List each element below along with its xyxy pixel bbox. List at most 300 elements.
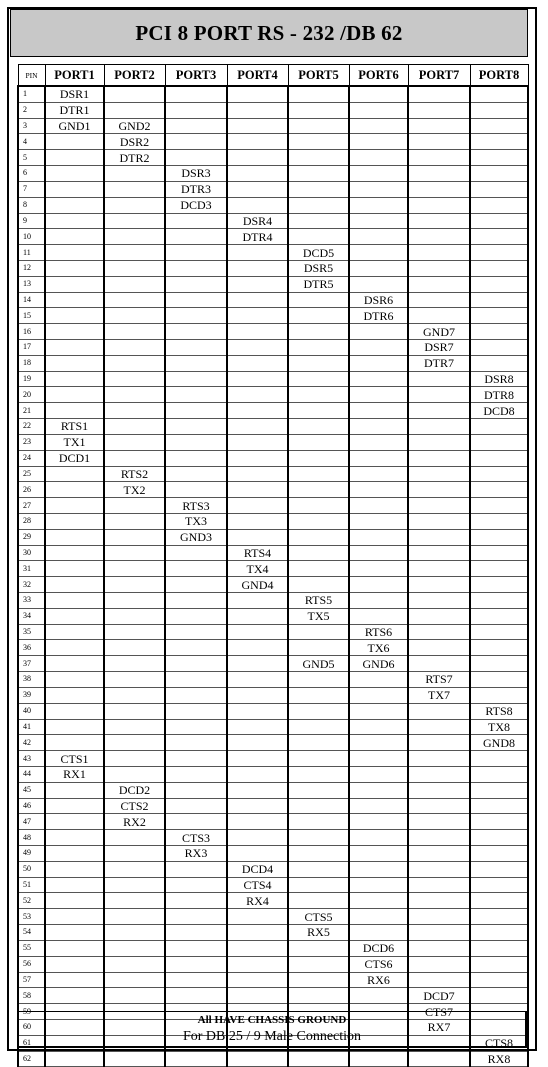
pin-number: 34	[18, 608, 45, 624]
table-row	[18, 166, 528, 182]
table-row	[18, 513, 528, 529]
signal-cell-port7	[408, 403, 470, 419]
pin-number: 33	[18, 593, 45, 609]
signal-cell-port2	[104, 640, 165, 656]
signal-cell-port2	[104, 371, 165, 387]
table-row	[18, 782, 528, 798]
signal-cell-port7	[408, 561, 470, 577]
signal-cell-port2	[104, 166, 165, 182]
signal-cell-port8	[470, 308, 528, 324]
signal-cell-port8	[470, 814, 528, 830]
signal-cell-port3	[165, 102, 227, 118]
signal-cell-port3	[165, 687, 227, 703]
signal-cell-port1	[45, 498, 104, 514]
signal-cell-port2	[104, 86, 165, 102]
title-banner	[10, 9, 528, 57]
signal-cell-port5	[288, 545, 349, 561]
signal-cell-port5	[288, 830, 349, 846]
signal-cell-port5	[288, 498, 349, 514]
signal-cell-port6: GND6	[349, 656, 408, 672]
signal-cell-port7	[408, 498, 470, 514]
table-row	[18, 561, 528, 577]
signal-cell-port2	[104, 877, 165, 893]
pin-number: 16	[18, 324, 45, 340]
signal-cell-port2	[104, 593, 165, 609]
signal-cell-port8	[470, 245, 528, 261]
signal-cell-port5	[288, 735, 349, 751]
table-row	[18, 434, 528, 450]
signal-cell-port7: RTS7	[408, 672, 470, 688]
signal-cell-port3	[165, 624, 227, 640]
signal-cell-port8	[470, 466, 528, 482]
table-row	[18, 988, 528, 1004]
signal-cell-port8: DCD8	[470, 403, 528, 419]
signal-cell-port2: CTS2	[104, 798, 165, 814]
signal-cell-port3: GND3	[165, 529, 227, 545]
signal-cell-port1: DSR1	[45, 86, 104, 102]
signal-cell-port3	[165, 703, 227, 719]
signal-cell-port6	[349, 703, 408, 719]
pin-number: 30	[18, 545, 45, 561]
signal-cell-port2	[104, 529, 165, 545]
pin-number: 19	[18, 371, 45, 387]
signal-cell-port6	[349, 988, 408, 1004]
signal-cell-port7	[408, 956, 470, 972]
pin-number: 15	[18, 308, 45, 324]
table-row	[18, 577, 528, 593]
signal-cell-port5	[288, 308, 349, 324]
signal-cell-port2	[104, 102, 165, 118]
signal-cell-port4	[227, 150, 288, 166]
signal-cell-port1	[45, 561, 104, 577]
signal-cell-port7	[408, 466, 470, 482]
signal-cell-port6	[349, 1051, 408, 1067]
column-header-port8: PORT8	[470, 65, 528, 87]
signal-cell-port4	[227, 292, 288, 308]
signal-cell-port8	[470, 577, 528, 593]
signal-cell-port6	[349, 608, 408, 624]
signal-cell-port7	[408, 371, 470, 387]
signal-cell-port2	[104, 846, 165, 862]
signal-cell-port1	[45, 308, 104, 324]
signal-cell-port6	[349, 324, 408, 340]
table-row	[18, 134, 528, 150]
signal-cell-port4	[227, 751, 288, 767]
signal-cell-port8	[470, 909, 528, 925]
signal-cell-port3	[165, 925, 227, 941]
table-row	[18, 877, 528, 893]
signal-cell-port6	[349, 102, 408, 118]
signal-cell-port1	[45, 846, 104, 862]
signal-cell-port3	[165, 593, 227, 609]
signal-cell-port6	[349, 166, 408, 182]
table-row	[18, 102, 528, 118]
signal-cell-port4: CTS4	[227, 877, 288, 893]
signal-cell-port7	[408, 86, 470, 102]
signal-cell-port3	[165, 434, 227, 450]
pin-number: 32	[18, 577, 45, 593]
signal-cell-port6	[349, 197, 408, 213]
signal-cell-port8	[470, 751, 528, 767]
table-row	[18, 703, 528, 719]
signal-cell-port4	[227, 608, 288, 624]
signal-cell-port1	[45, 545, 104, 561]
signal-cell-port2	[104, 687, 165, 703]
signal-cell-port1	[45, 181, 104, 197]
signal-cell-port8: GND8	[470, 735, 528, 751]
signal-cell-port5	[288, 719, 349, 735]
signal-cell-port7	[408, 513, 470, 529]
signal-cell-port2	[104, 925, 165, 941]
signal-cell-port6	[349, 545, 408, 561]
signal-cell-port3	[165, 814, 227, 830]
signal-cell-port4	[227, 798, 288, 814]
signal-cell-port2	[104, 893, 165, 909]
signal-cell-port7	[408, 213, 470, 229]
pin-number: 6	[18, 166, 45, 182]
pin-number: 9	[18, 213, 45, 229]
pin-number: 10	[18, 229, 45, 245]
signal-cell-port8	[470, 940, 528, 956]
signal-cell-port3	[165, 355, 227, 371]
signal-cell-port4	[227, 656, 288, 672]
signal-cell-port8: RTS8	[470, 703, 528, 719]
table-row	[18, 292, 528, 308]
signal-cell-port2	[104, 940, 165, 956]
signal-cell-port5	[288, 814, 349, 830]
signal-cell-port4	[227, 387, 288, 403]
signal-cell-port8	[470, 877, 528, 893]
table-row	[18, 624, 528, 640]
pin-number: 25	[18, 466, 45, 482]
signal-cell-port8	[470, 482, 528, 498]
signal-cell-port7	[408, 276, 470, 292]
pin-number: 12	[18, 260, 45, 276]
signal-cell-port4	[227, 197, 288, 213]
signal-cell-port7	[408, 197, 470, 213]
signal-cell-port7	[408, 798, 470, 814]
signal-cell-port6	[349, 245, 408, 261]
pin-number: 44	[18, 766, 45, 782]
signal-cell-port7	[408, 735, 470, 751]
signal-cell-port1	[45, 782, 104, 798]
pin-number: 26	[18, 482, 45, 498]
signal-cell-port6	[349, 371, 408, 387]
signal-cell-port5: DCD5	[288, 245, 349, 261]
signal-cell-port2	[104, 561, 165, 577]
signal-cell-port4	[227, 371, 288, 387]
signal-cell-port2	[104, 355, 165, 371]
signal-cell-port1	[45, 798, 104, 814]
signal-cell-port5	[288, 118, 349, 134]
signal-cell-port8	[470, 292, 528, 308]
signal-cell-port5	[288, 561, 349, 577]
table-row	[18, 909, 528, 925]
signal-cell-port1	[45, 719, 104, 735]
signal-cell-port8	[470, 355, 528, 371]
signal-cell-port2	[104, 450, 165, 466]
signal-cell-port3	[165, 972, 227, 988]
signal-cell-port1	[45, 687, 104, 703]
pin-number: 37	[18, 656, 45, 672]
signal-cell-port3	[165, 229, 227, 245]
signal-cell-port5	[288, 387, 349, 403]
signal-cell-port7	[408, 846, 470, 862]
table-row	[18, 608, 528, 624]
pin-number: 54	[18, 925, 45, 941]
signal-cell-port1	[45, 640, 104, 656]
signal-cell-port5: RTS5	[288, 593, 349, 609]
pin-number: 62	[18, 1051, 45, 1067]
signal-cell-port7	[408, 102, 470, 118]
signal-cell-port3: DCD3	[165, 197, 227, 213]
signal-cell-port5	[288, 988, 349, 1004]
signal-cell-port7: TX7	[408, 687, 470, 703]
pin-number: 24	[18, 450, 45, 466]
table-row	[18, 766, 528, 782]
signal-cell-port5	[288, 846, 349, 862]
pin-number: 8	[18, 197, 45, 213]
signal-cell-port3	[165, 324, 227, 340]
pin-number: 13	[18, 276, 45, 292]
signal-cell-port5	[288, 340, 349, 356]
signal-cell-port3	[165, 608, 227, 624]
signal-cell-port6: DTR6	[349, 308, 408, 324]
signal-cell-port4	[227, 529, 288, 545]
table-row	[18, 861, 528, 877]
signal-cell-port7: RX7	[408, 1019, 470, 1035]
signal-cell-port8	[470, 450, 528, 466]
signal-cell-port2	[104, 1051, 165, 1067]
signal-cell-port1	[45, 276, 104, 292]
table-row	[18, 529, 528, 545]
pin-number: 4	[18, 134, 45, 150]
signal-cell-port7	[408, 292, 470, 308]
table-row	[18, 118, 528, 134]
pin-number: 1	[18, 86, 45, 102]
signal-cell-port5	[288, 450, 349, 466]
signal-cell-port1	[45, 260, 104, 276]
signal-cell-port8	[470, 561, 528, 577]
signal-cell-port3	[165, 672, 227, 688]
pin-number: 22	[18, 419, 45, 435]
pin-number: 39	[18, 687, 45, 703]
signal-cell-port6	[349, 340, 408, 356]
signal-cell-port3	[165, 656, 227, 672]
signal-cell-port3	[165, 308, 227, 324]
pin-number: 17	[18, 340, 45, 356]
signal-cell-port6: DCD6	[349, 940, 408, 956]
signal-cell-port4	[227, 1051, 288, 1067]
signal-cell-port2	[104, 513, 165, 529]
signal-cell-port8	[470, 956, 528, 972]
signal-cell-port1	[45, 909, 104, 925]
signal-cell-port7	[408, 150, 470, 166]
signal-cell-port5	[288, 213, 349, 229]
signal-cell-port8	[470, 593, 528, 609]
signal-cell-port1: GND1	[45, 118, 104, 134]
signal-cell-port3	[165, 340, 227, 356]
signal-cell-port4	[227, 498, 288, 514]
signal-cell-port5	[288, 86, 349, 102]
signal-cell-port5	[288, 703, 349, 719]
signal-cell-port5	[288, 972, 349, 988]
signal-cell-port2	[104, 719, 165, 735]
signal-cell-port6	[349, 593, 408, 609]
signal-cell-port6	[349, 387, 408, 403]
signal-cell-port1	[45, 292, 104, 308]
signal-cell-port2	[104, 276, 165, 292]
signal-cell-port6	[349, 798, 408, 814]
signal-cell-port4	[227, 972, 288, 988]
signal-cell-port4	[227, 134, 288, 150]
signal-cell-port4	[227, 308, 288, 324]
signal-cell-port7	[408, 245, 470, 261]
signal-cell-port8	[470, 861, 528, 877]
signal-cell-port6	[349, 134, 408, 150]
signal-cell-port6	[349, 466, 408, 482]
pin-number: 31	[18, 561, 45, 577]
table-row	[18, 972, 528, 988]
signal-cell-port4: RTS4	[227, 545, 288, 561]
signal-cell-port6	[349, 687, 408, 703]
signal-cell-port7: DTR7	[408, 355, 470, 371]
pin-assignment-table	[17, 64, 529, 1067]
signal-cell-port4	[227, 687, 288, 703]
signal-cell-port7	[408, 134, 470, 150]
signal-cell-port8: DTR8	[470, 387, 528, 403]
pin-number: 38	[18, 672, 45, 688]
column-header-port5: PORT5	[288, 65, 349, 87]
signal-cell-port4	[227, 719, 288, 735]
signal-cell-port8	[470, 846, 528, 862]
signal-cell-port8	[470, 324, 528, 340]
table-row	[18, 735, 528, 751]
signal-cell-port8	[470, 798, 528, 814]
signal-cell-port1	[45, 324, 104, 340]
signal-cell-port6	[349, 276, 408, 292]
signal-cell-port5	[288, 624, 349, 640]
signal-cell-port3	[165, 482, 227, 498]
signal-cell-port4	[227, 181, 288, 197]
pin-number: 58	[18, 988, 45, 1004]
table-row	[18, 229, 528, 245]
signal-cell-port4	[227, 513, 288, 529]
signal-cell-port8: RX8	[470, 1051, 528, 1067]
pin-number: 2	[18, 102, 45, 118]
signal-cell-port6	[349, 909, 408, 925]
signal-cell-port2	[104, 830, 165, 846]
signal-cell-port3	[165, 403, 227, 419]
pin-number: 14	[18, 292, 45, 308]
signal-cell-port3	[165, 988, 227, 1004]
signal-cell-port1	[45, 197, 104, 213]
pin-number: 46	[18, 798, 45, 814]
signal-cell-port7	[408, 482, 470, 498]
signal-cell-port4: DSR4	[227, 213, 288, 229]
pin-number: 47	[18, 814, 45, 830]
signal-cell-port3: RX3	[165, 846, 227, 862]
signal-cell-port5: RX5	[288, 925, 349, 941]
signal-cell-port6	[349, 403, 408, 419]
signal-cell-port6: TX6	[349, 640, 408, 656]
signal-cell-port8: TX8	[470, 719, 528, 735]
signal-cell-port6	[349, 925, 408, 941]
pin-number: 51	[18, 877, 45, 893]
signal-cell-port2	[104, 245, 165, 261]
signal-cell-port5: TX5	[288, 608, 349, 624]
table-row	[18, 687, 528, 703]
signal-cell-port4	[227, 434, 288, 450]
signal-cell-port8	[470, 687, 528, 703]
table-row	[18, 751, 528, 767]
signal-cell-port2	[104, 861, 165, 877]
signal-cell-port3	[165, 640, 227, 656]
signal-cell-port8	[470, 893, 528, 909]
signal-cell-port2	[104, 766, 165, 782]
signal-cell-port1: DCD1	[45, 450, 104, 466]
signal-cell-port8	[470, 782, 528, 798]
signal-cell-port5	[288, 434, 349, 450]
signal-cell-port6: RX6	[349, 972, 408, 988]
signal-cell-port8	[470, 545, 528, 561]
signal-cell-port6	[349, 86, 408, 102]
signal-cell-port8	[470, 608, 528, 624]
signal-cell-port7	[408, 545, 470, 561]
signal-cell-port4	[227, 482, 288, 498]
signal-cell-port5	[288, 166, 349, 182]
signal-cell-port1	[45, 245, 104, 261]
pin-number: 5	[18, 150, 45, 166]
signal-cell-port8	[470, 419, 528, 435]
signal-cell-port4	[227, 86, 288, 102]
table-row	[18, 482, 528, 498]
signal-cell-port6	[349, 561, 408, 577]
signal-cell-port3	[165, 782, 227, 798]
signal-cell-port6	[349, 893, 408, 909]
signal-cell-port4	[227, 766, 288, 782]
signal-cell-port5	[288, 292, 349, 308]
signal-cell-port7	[408, 387, 470, 403]
signal-cell-port2	[104, 577, 165, 593]
signal-cell-port7	[408, 814, 470, 830]
pin-number: 23	[18, 434, 45, 450]
table-row	[18, 593, 528, 609]
table-row	[18, 387, 528, 403]
signal-cell-port2: RX2	[104, 814, 165, 830]
signal-cell-port7	[408, 260, 470, 276]
signal-cell-port8	[470, 513, 528, 529]
signal-cell-port4	[227, 118, 288, 134]
pin-number: 20	[18, 387, 45, 403]
signal-cell-port1	[45, 593, 104, 609]
signal-cell-port7	[408, 972, 470, 988]
pin-number: 11	[18, 245, 45, 261]
signal-cell-port1: RX1	[45, 766, 104, 782]
signal-cell-port8	[470, 229, 528, 245]
signal-cell-port3	[165, 86, 227, 102]
pin-number: 53	[18, 909, 45, 925]
signal-cell-port8: CTS8	[470, 1035, 528, 1051]
signal-cell-port6	[349, 529, 408, 545]
signal-cell-port4	[227, 814, 288, 830]
signal-cell-port7	[408, 593, 470, 609]
signal-cell-port6	[349, 181, 408, 197]
table-row	[18, 893, 528, 909]
signal-cell-port6	[349, 814, 408, 830]
table-row	[18, 640, 528, 656]
signal-cell-port2: GND2	[104, 118, 165, 134]
